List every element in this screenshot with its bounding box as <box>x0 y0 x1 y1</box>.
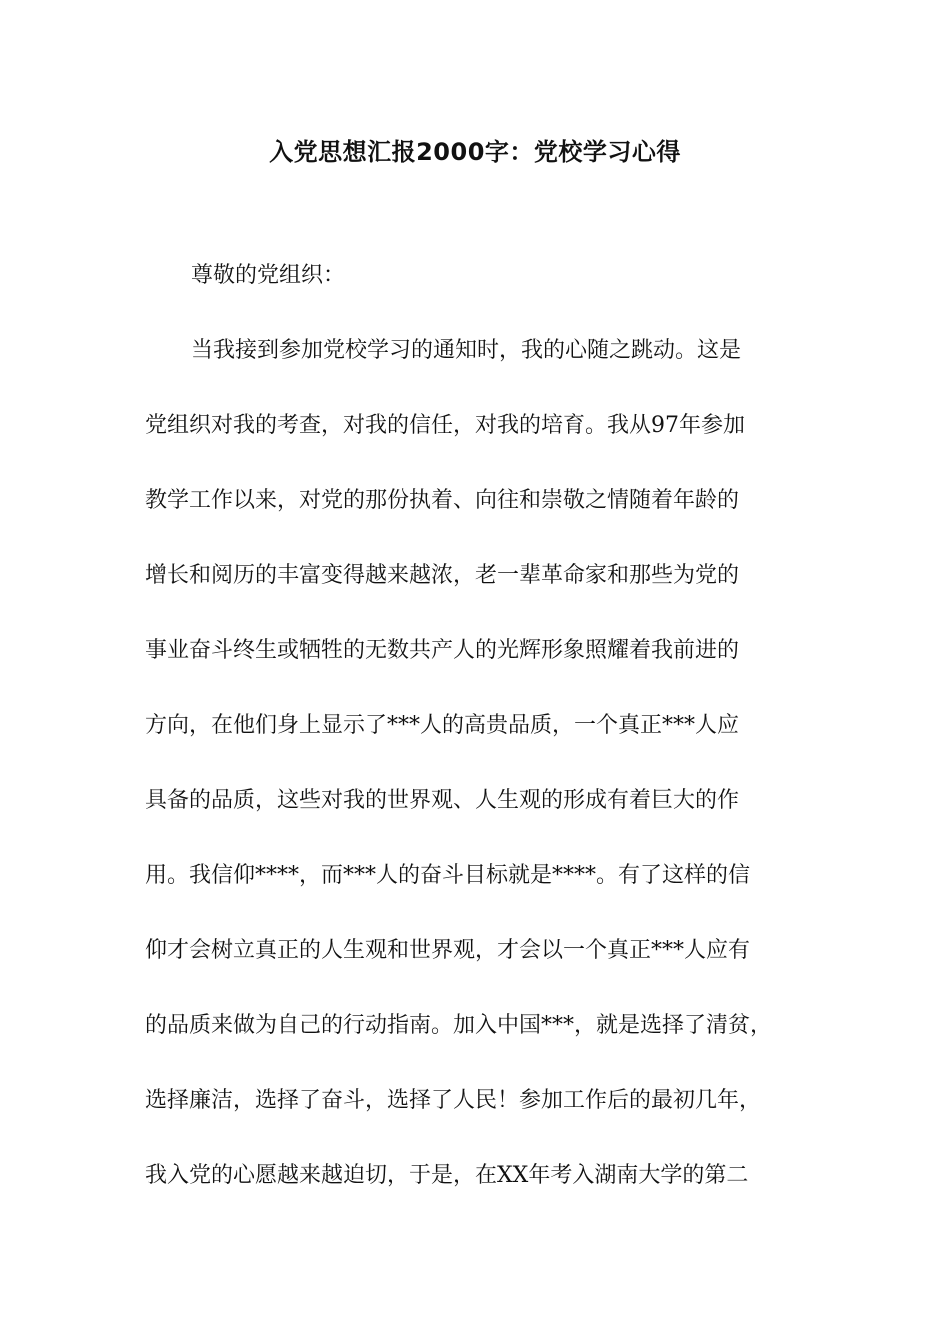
document-title: 入党思想汇报2000字：党校学习心得 <box>269 138 681 166</box>
body-line: 的品质来做为自己的行动指南。加入中国***，就是选择了清贫， <box>145 1013 773 1038</box>
body-line: 仰才会树立真正的人生观和世界观，才会以一个真正***人应有 <box>145 938 751 963</box>
body-line: 用。我信仰****，而***人的奋斗目标就是****。有了这样的信 <box>145 863 751 888</box>
body-line: 具备的品质，这些对我的世界观、人生观的形成有着巨大的作 <box>145 788 740 813</box>
body-line: 增长和阅历的丰富变得越来越浓，老一辈革命家和那些为党的 <box>145 563 740 588</box>
body-line: 当我接到参加党校学习的通知时，我的心随之跳动。这是 <box>191 338 742 363</box>
body-line: 事业奋斗终生或牺牲的无数共产人的光辉形象照耀着我前进的 <box>145 638 740 663</box>
body-line: 党组织对我的考查，对我的信任，对我的培育。我从97年参加 <box>145 413 745 438</box>
body-line: 方向，在他们身上显示了***人的高贵品质，一个真正***人应 <box>145 713 740 738</box>
salutation: 尊敬的党组织： <box>191 263 346 288</box>
body-line: 选择廉洁，选择了奋斗，选择了人民！参加工作后的最初几年， <box>145 1088 762 1113</box>
body-line: 教学工作以来，对党的那份执着、向往和崇敬之情随着年龄的 <box>145 488 740 513</box>
body-line: 我入党的心愿越来越迫切，于是，在XX年考入湖南大学的第二 <box>145 1163 749 1188</box>
document-body <box>145 256 810 1231</box>
